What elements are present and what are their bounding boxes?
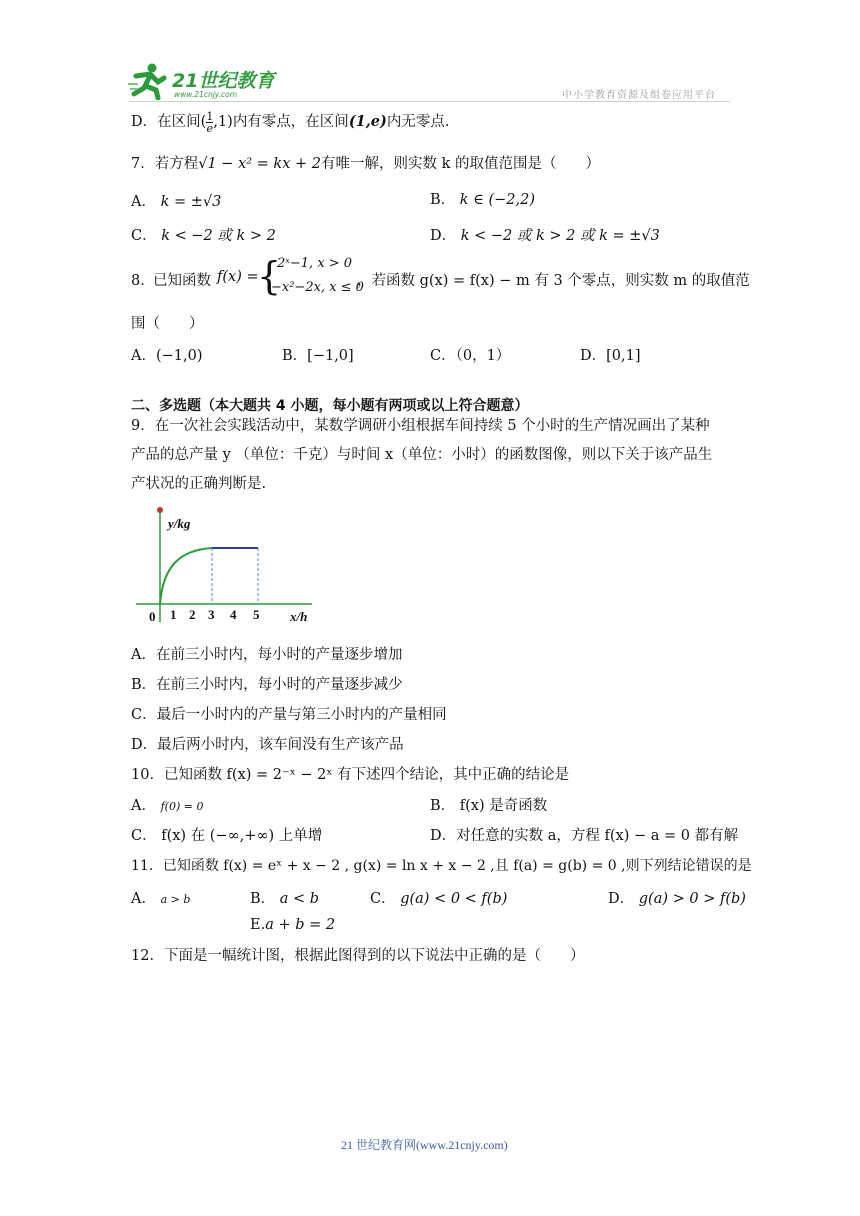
option-label: A． xyxy=(131,891,156,907)
logo-text: 21世纪教育 xyxy=(172,70,275,92)
header-platform-text: 中小学教育资源及组卷应用平台 xyxy=(562,90,716,101)
q8-stem-line2: 围（ ） xyxy=(131,316,204,332)
q8-option-d xyxy=(580,344,641,365)
tick-label: 5 xyxy=(253,607,260,622)
option-text: k < −2 或 k > 2 或 k = ±√3 xyxy=(460,228,660,244)
tick-label: 3 xyxy=(208,607,215,622)
option-label: B． xyxy=(430,192,456,208)
runner-logo-icon xyxy=(128,62,168,100)
y-axis-arrow-icon xyxy=(157,507,163,513)
origin-label: 0 xyxy=(149,609,156,624)
q8-option-a xyxy=(131,344,203,365)
q8-option-c xyxy=(430,344,510,365)
option-label: A． xyxy=(131,194,156,210)
stem-text: 已知函数 xyxy=(153,273,211,289)
option-label: B． xyxy=(430,798,456,814)
q11-stem: 11．已知函数 f(x) = eˣ + x − 2 , g(x) = ln x + x − 2 ,且 f(a) = g(b) = 0 ,则下列结论错误的是 xyxy=(131,858,752,874)
q11-option-e xyxy=(250,917,335,933)
q9-option-b xyxy=(131,673,403,694)
section-title: 二、多选题（本大题共 4 小题，每小题有两项或以上符合题意） xyxy=(131,398,529,414)
option-text: k ∈ (−2,2) xyxy=(459,192,536,208)
option-text: （0，1） xyxy=(455,348,511,364)
y-axis-label: y/kg xyxy=(168,516,191,531)
option-text: a < b xyxy=(279,891,320,907)
option-label: A． xyxy=(131,348,156,364)
q12-stem: 12．下面是一幅统计图，根据此图得到的以下说法中正确的是（ ） xyxy=(131,948,585,964)
option-label: B． xyxy=(282,348,308,364)
option-label: A． xyxy=(131,647,156,663)
production-curve xyxy=(160,548,212,604)
option-label: D． xyxy=(430,828,457,844)
fraction-denominator: e xyxy=(206,121,214,135)
q10-option-d xyxy=(430,824,738,845)
piecewise-case: −x²−2x, x ≤ 0 xyxy=(271,280,364,295)
q7-option-c xyxy=(131,224,276,245)
x-axis-label: x/h xyxy=(290,609,308,624)
logo xyxy=(128,62,288,102)
option-text: f(x) 是奇函数 xyxy=(459,798,548,814)
option-label: C． xyxy=(131,707,157,723)
option-label: D． xyxy=(430,228,457,244)
q11-option-b xyxy=(250,887,319,908)
q9-option-a xyxy=(131,643,402,664)
option-label: E. xyxy=(250,917,266,933)
q9-stem-line2: 产品的总产量 y （单位：千克）与时间 x（单位：小时）的函数图像，则以下关于该产品生 xyxy=(131,447,713,463)
option-text: g(a) > 0 > f(b) xyxy=(638,891,746,907)
q7-stem xyxy=(131,152,600,173)
question-number: 8． xyxy=(131,273,155,289)
q10-option-c xyxy=(131,824,322,845)
interval-fraction: ( $\frac{1}{e}$ ,1) xyxy=(200,109,233,135)
stem-text: ，若函数 g(x) = f(x) − m 有 3 个零点，则实数 m 的取值范 xyxy=(357,273,750,289)
q7-option-d xyxy=(430,224,660,245)
tick-label: 4 xyxy=(230,607,237,622)
option-text: 对任意的实数 a，方程 f(x) − a = 0 都有解 xyxy=(456,828,739,844)
option-label: C． xyxy=(131,828,157,844)
option-text: 最后一小时内的产量与第三小时内的产量相同 xyxy=(156,707,447,723)
tick-label: 2 xyxy=(189,607,196,622)
option-text: 在前三小时内，每小时的产量逐步增加 xyxy=(155,647,403,663)
equation: √1 − x² = kx + 2 xyxy=(198,156,321,172)
tick-label: 1 xyxy=(170,607,177,622)
q8-option-b xyxy=(282,344,354,365)
piecewise-brace: { xyxy=(257,254,282,298)
q9-production-graph xyxy=(130,504,320,630)
option-text: 在前三小时内，每小时的产量逐步减少 xyxy=(156,677,403,693)
option-label: D． xyxy=(131,114,158,130)
footer-text: 21 世纪教育网(www.21cnjy.com) xyxy=(341,1138,508,1152)
option-label: A． xyxy=(131,798,156,814)
option-text: a + b = 2 xyxy=(265,917,336,933)
q9-stem-line1: 9．在一次社会实践活动中，某数学调研小组根据车间持续 5 个小时的生产情况画出了某种 xyxy=(131,418,710,434)
stem-text: 若方程 xyxy=(154,156,199,172)
q10-option-a xyxy=(131,794,203,815)
header-divider xyxy=(130,101,730,102)
option-text: 内有零点，在区间 xyxy=(232,114,349,130)
q10-option-b xyxy=(430,794,547,815)
option-label: C． xyxy=(370,891,396,907)
option-text: g(a) < 0 < f(b) xyxy=(400,891,508,907)
piecewise-case: 2ˣ−1, x > 0 xyxy=(277,256,353,271)
option-text: k = ±√3 xyxy=(160,194,222,210)
option-text: [0,1] xyxy=(606,348,641,364)
q11-option-a xyxy=(131,887,190,908)
stem-text: 有唯一解，则实数 k 的取值范围是（ ） xyxy=(320,156,600,172)
option-label: B． xyxy=(250,891,276,907)
function-name: f(x) = xyxy=(217,269,259,285)
option-text: k < −2 或 k > 2 xyxy=(161,228,276,244)
fraction-numerator: 1 xyxy=(206,109,214,123)
q7-option-a xyxy=(131,190,221,211)
logo-url: www.21cnjy.com xyxy=(174,90,238,99)
option-label: C． xyxy=(131,228,157,244)
q9-option-d xyxy=(131,733,404,754)
option-label: C． xyxy=(430,348,456,364)
option-label: D． xyxy=(608,891,635,907)
interval: (1,e) xyxy=(348,113,387,130)
q10-stem: 10．已知函数 f(x) = 2⁻ˣ − 2ˣ 有下述四个结论，其中正确的结论是 xyxy=(131,767,570,783)
q9-option-c xyxy=(131,703,447,724)
option-text: 在区间 xyxy=(157,114,201,130)
question-number: 7． xyxy=(131,156,155,172)
option-text: f(0) = 0 xyxy=(160,800,204,813)
option-label: D． xyxy=(580,348,607,364)
option-text: (−1,0) xyxy=(155,348,203,364)
option-text: 最后两小时内，该车间没有生产该产品 xyxy=(157,737,404,753)
q7-option-b xyxy=(430,188,535,209)
q9-stem-line3: 产状况的正确判断是. xyxy=(131,476,267,492)
option-label: D． xyxy=(131,737,158,753)
option-label: B． xyxy=(131,677,157,693)
q11-option-d xyxy=(608,887,746,908)
q11-option-c xyxy=(370,887,507,908)
q6-option-d xyxy=(131,110,450,134)
option-text: [−1,0] xyxy=(307,348,354,364)
option-text: a > b xyxy=(160,893,191,906)
option-text: 内无零点. xyxy=(386,114,450,130)
option-text: f(x) 在 (−∞,+∞) 上单增 xyxy=(161,828,323,844)
